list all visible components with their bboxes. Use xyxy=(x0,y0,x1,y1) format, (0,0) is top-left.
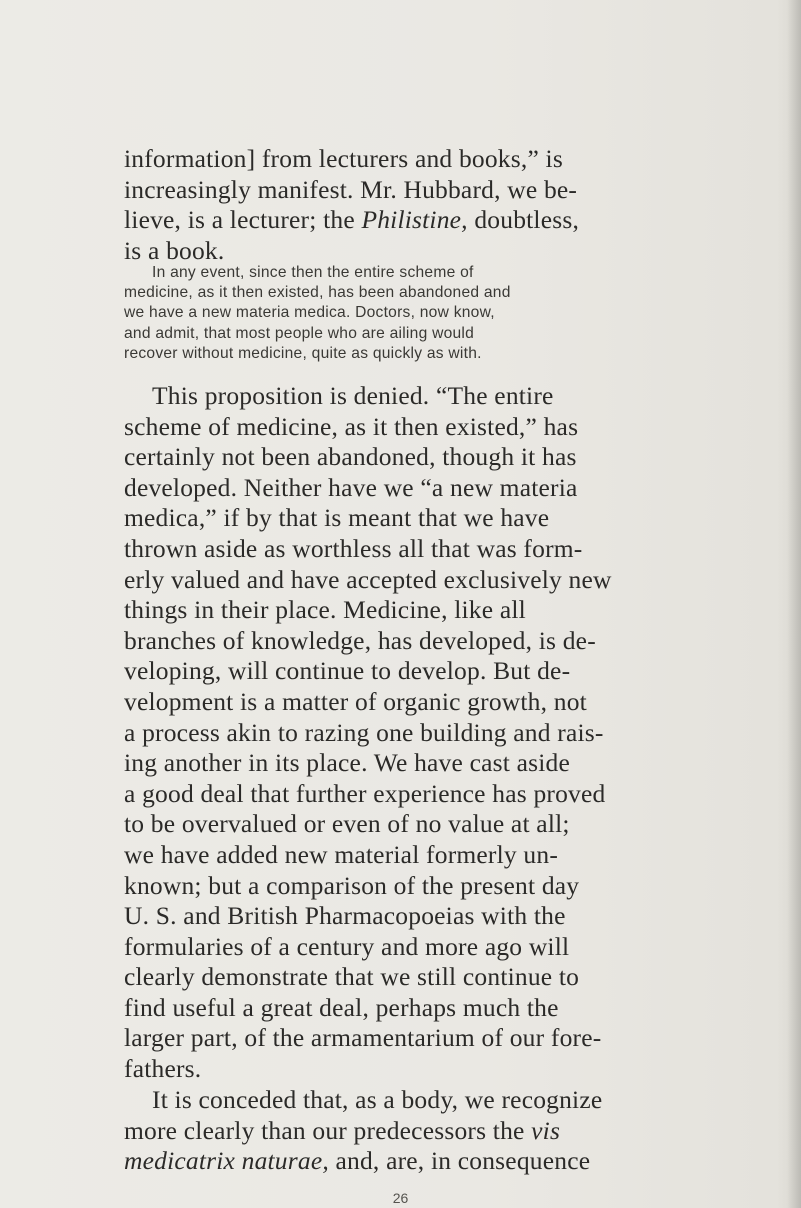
text-line: a process akin to razing one building and rais- xyxy=(124,717,604,747)
italic-title: Philistine, xyxy=(361,205,468,235)
paragraph-3 xyxy=(124,1086,694,1178)
text-line: branches of knowledge, has developed, is de- xyxy=(124,625,596,655)
text-line: information] from lecturers and books,” is xyxy=(124,144,563,173)
text-line: thrown aside as worthless all that was form- xyxy=(124,533,583,563)
text-line: U. S. and British Pharmacopoeias with the xyxy=(124,901,566,931)
text-line: more clearly than our predecessors the vis xyxy=(124,1115,561,1145)
text-line: larger part, of the armamentarium of our fore- xyxy=(124,1023,602,1053)
text-line: formularies of a century and more ago will xyxy=(124,931,570,961)
paragraph-1 xyxy=(124,145,694,267)
text-line: we have added new material formerly un- xyxy=(124,839,559,869)
text-line: and admit, that most people who are ailing would xyxy=(124,324,475,342)
page-number: 26 xyxy=(392,1190,409,1206)
text-line: ing another in its place. We have cast aside xyxy=(124,748,570,778)
text-line: is a book. xyxy=(124,235,225,265)
italic-latin: medicatrix naturae, xyxy=(124,1146,329,1176)
text-line: certainly not been abandoned, though it has xyxy=(124,442,577,472)
quote-block xyxy=(124,263,694,364)
text-line: clearly demonstrate that we still continue to xyxy=(124,962,580,992)
text-line: known; but a comparison of the present day xyxy=(124,870,580,900)
text-line: medica,” if by that is meant that we have xyxy=(124,503,550,533)
text-line: velopment is a matter of organic growth, not xyxy=(124,686,587,716)
text-line: lieve, is a lecturer; the Philistine, doubtless, xyxy=(124,205,580,235)
text-line: fathers. xyxy=(124,1054,202,1084)
text-line: scheme of medicine, as it then existed,” has xyxy=(124,411,579,441)
text-line: This proposition is denied. “The entire xyxy=(152,381,554,410)
text-line: It is conceded that, as a body, we recognize xyxy=(152,1085,603,1114)
text-line: a good deal that further experience has proved xyxy=(124,778,606,808)
text-line: to be overvalued or even of no value at all; xyxy=(124,809,570,839)
text-line: developed. Neither have we “a new materia xyxy=(124,472,578,502)
paragraph-2 xyxy=(124,382,694,1086)
text-line: increasingly manifest. Mr. Hubbard, we be- xyxy=(124,174,578,204)
text-line: erly valued and have accepted exclusively new xyxy=(124,564,612,594)
text-line: recover without medicine, quite as quickly as with. xyxy=(124,344,482,362)
text-line: we have a new materia medica. Doctors, now know, xyxy=(124,304,495,322)
page-edge-shadow xyxy=(787,0,801,1208)
text-line: In any event, since then the entire scheme of xyxy=(152,264,474,281)
italic-latin: vis xyxy=(531,1115,561,1145)
text-line: find useful a great deal, perhaps much the xyxy=(124,992,559,1022)
text-line: things in their place. Medicine, like all xyxy=(124,595,526,625)
text-line: medicine, as it then existed, has been abandoned and xyxy=(124,284,511,302)
text-line: medicatrix naturae, and, are, in consequence xyxy=(124,1146,591,1176)
text-line: veloping, will continue to develop. But de- xyxy=(124,656,571,686)
